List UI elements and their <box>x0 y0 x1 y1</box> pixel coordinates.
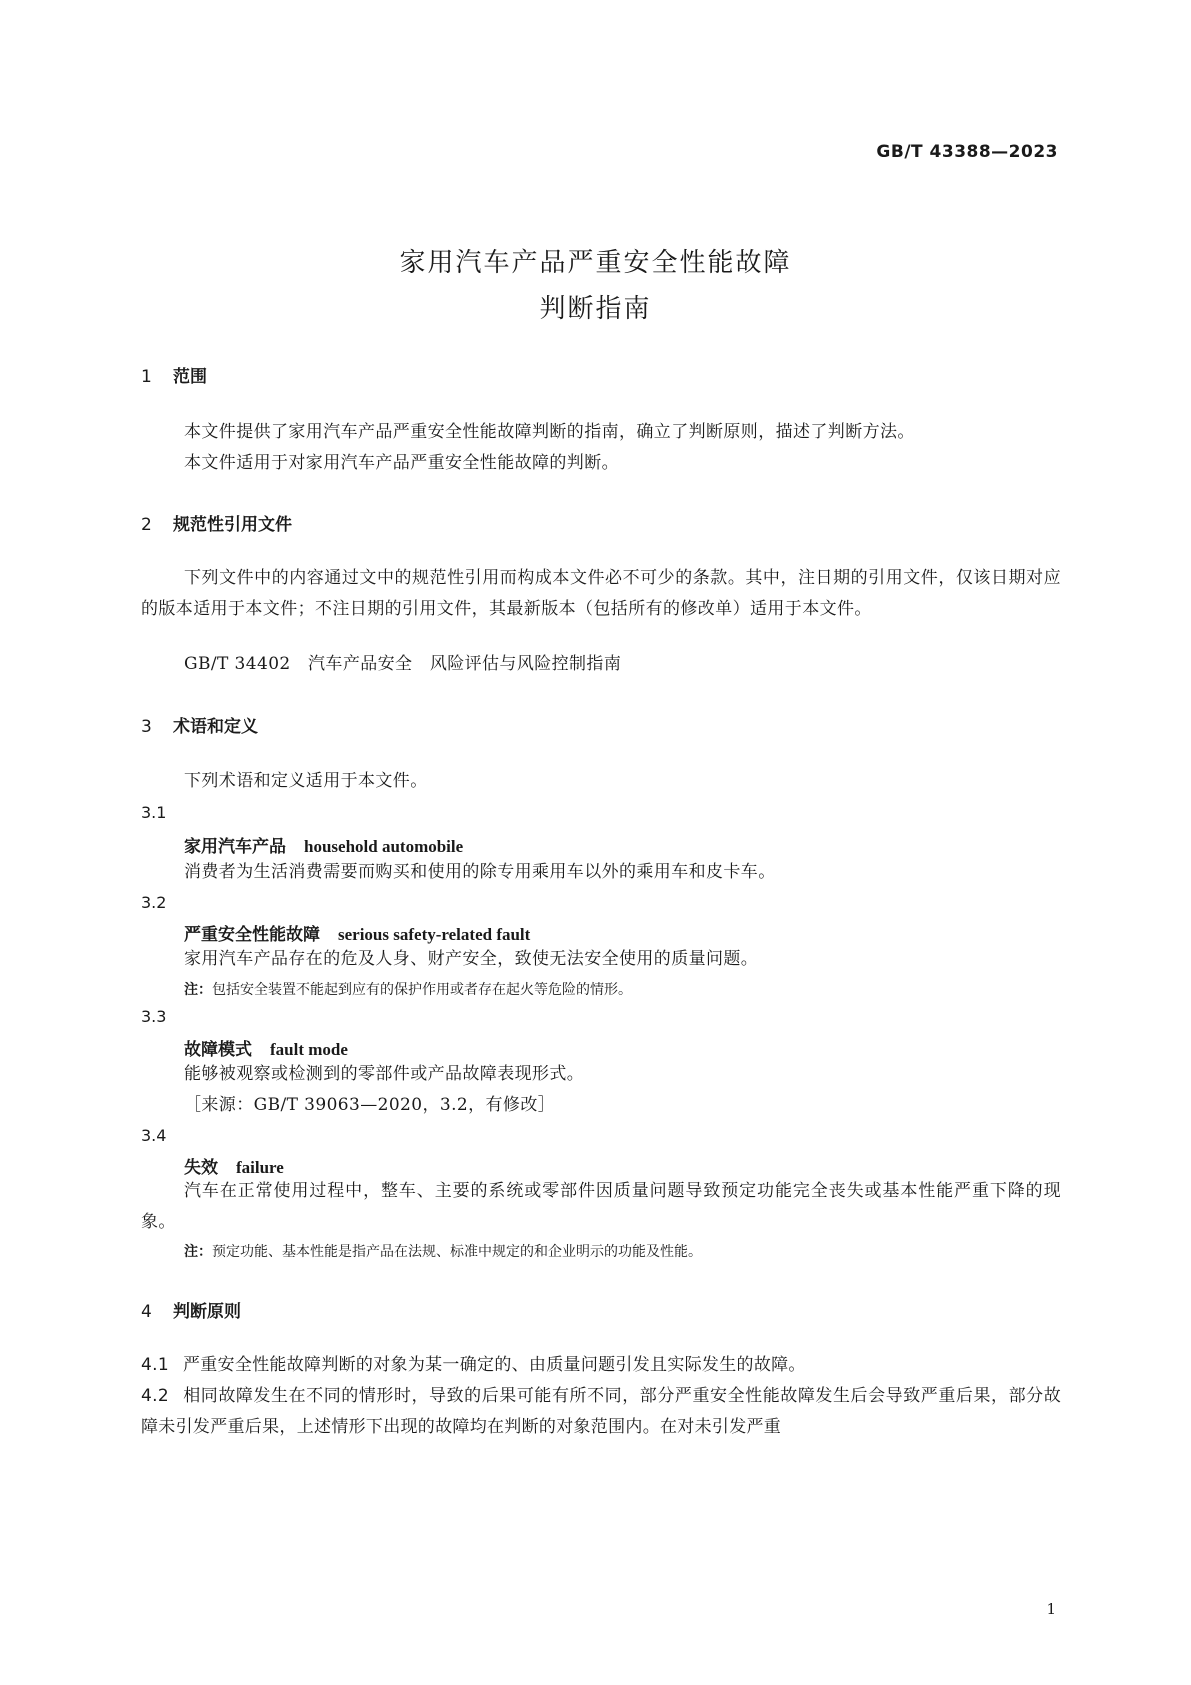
term-number: 3.3 <box>141 1007 167 1026</box>
term-en: failure <box>236 1158 284 1177</box>
term-number: 3.1 <box>141 803 167 822</box>
paragraph: 本文件提供了家用汽车产品严重安全性能故障判断的指南，确立了判断原则，描述了判断方法。 <box>184 422 915 442</box>
clause-4-1 <box>141 1350 1061 1381</box>
standard-number: GB/T 43388—2023 <box>876 142 1058 162</box>
term-definition: 汽车在正常使用过程中，整车、主要的系统或零部件因质量问题导致预定功能完全丧失或基本性能严重下降的现象。 <box>141 1181 1061 1232</box>
section-3-heading <box>141 712 258 737</box>
term-en: serious safety-related fault <box>338 925 531 944</box>
section-1-heading <box>141 362 207 387</box>
term-note <box>184 979 632 999</box>
page-number: 1 <box>1046 1600 1056 1618</box>
note-text: 包括安全装置不能起到应有的保护作用或者存在起火等危险的情形。 <box>212 982 632 998</box>
note-label: 注： <box>184 982 212 998</box>
section-title: 范围 <box>173 367 207 387</box>
clause-text: 相同故障发生在不同的情形时，导致的后果可能有所不同，部分严重安全性能故障发生后会导致严重后果，部分故障未引发严重后果，上述情形下出现的故障均在判断的对象范围内。在对未引发严重 <box>141 1386 1061 1437</box>
section-title: 判断原则 <box>173 1302 241 1322</box>
section-number: 1 <box>141 367 152 387</box>
term-en: fault mode <box>270 1040 348 1059</box>
term-number: 3.4 <box>141 1126 167 1145</box>
term-heading <box>184 832 463 857</box>
term-heading <box>184 1035 348 1060</box>
term-zh: 严重安全性能故障 <box>184 925 320 945</box>
note-label: 注： <box>184 1244 212 1260</box>
section-number: 4 <box>141 1302 152 1322</box>
section-2-heading <box>141 510 292 535</box>
clause-number: 4.2 <box>141 1386 169 1406</box>
term-source: ［来源：GB/T 39063—2020，3.2，有修改］ <box>184 1095 556 1115</box>
term-definition: 消费者为生活消费需要而购买和使用的除专用乘用车以外的乘用车和皮卡车。 <box>184 862 776 882</box>
paragraph: 下列文件中的内容通过文中的规范性引用而构成本文件必不可少的条款。其中，注日期的引用文件，仅该日期对应的版本适用于本文件；不注日期的引用文件，其最新版本（包括所有的修改单）适用于本文件。 <box>141 568 1061 619</box>
term-zh: 故障模式 <box>184 1040 252 1060</box>
term-zh: 失效 <box>184 1158 218 1178</box>
section-number: 2 <box>141 515 152 535</box>
term-zh: 家用汽车产品 <box>184 837 286 857</box>
term-en: household automobile <box>304 837 464 856</box>
section-4-heading <box>141 1297 241 1322</box>
paragraph: 本文件适用于对家用汽车产品严重安全性能故障的判断。 <box>184 453 619 473</box>
clause-number: 4.1 <box>141 1355 169 1375</box>
section-number: 3 <box>141 717 152 737</box>
document-title-line2: 判断指南 <box>539 294 652 324</box>
term-heading <box>184 920 530 945</box>
term-number: 3.2 <box>141 893 167 912</box>
term-heading <box>184 1153 284 1178</box>
term-definition: 能够被观察或检测到的零部件或产品故障表现形式。 <box>184 1064 585 1084</box>
term-note <box>184 1241 702 1261</box>
clause-text: 严重安全性能故障判断的对象为某一确定的、由质量问题引发且实际发生的故障。 <box>182 1355 806 1375</box>
section-title: 规范性引用文件 <box>173 515 292 535</box>
note-text: 预定功能、基本性能是指产品在法规、标准中规定的和企业明示的功能及性能。 <box>212 1244 702 1260</box>
reference-entry: GB/T 34402 汽车产品安全 风险评估与风险控制指南 <box>184 654 622 674</box>
clause-4-2 <box>141 1381 1061 1443</box>
section-title: 术语和定义 <box>173 717 258 737</box>
paragraph: 下列术语和定义适用于本文件。 <box>184 771 428 791</box>
term-definition: 家用汽车产品存在的危及人身、财产安全，致使无法安全使用的质量问题。 <box>184 949 759 969</box>
document-title-line1: 家用汽车产品严重安全性能故障 <box>399 248 792 278</box>
